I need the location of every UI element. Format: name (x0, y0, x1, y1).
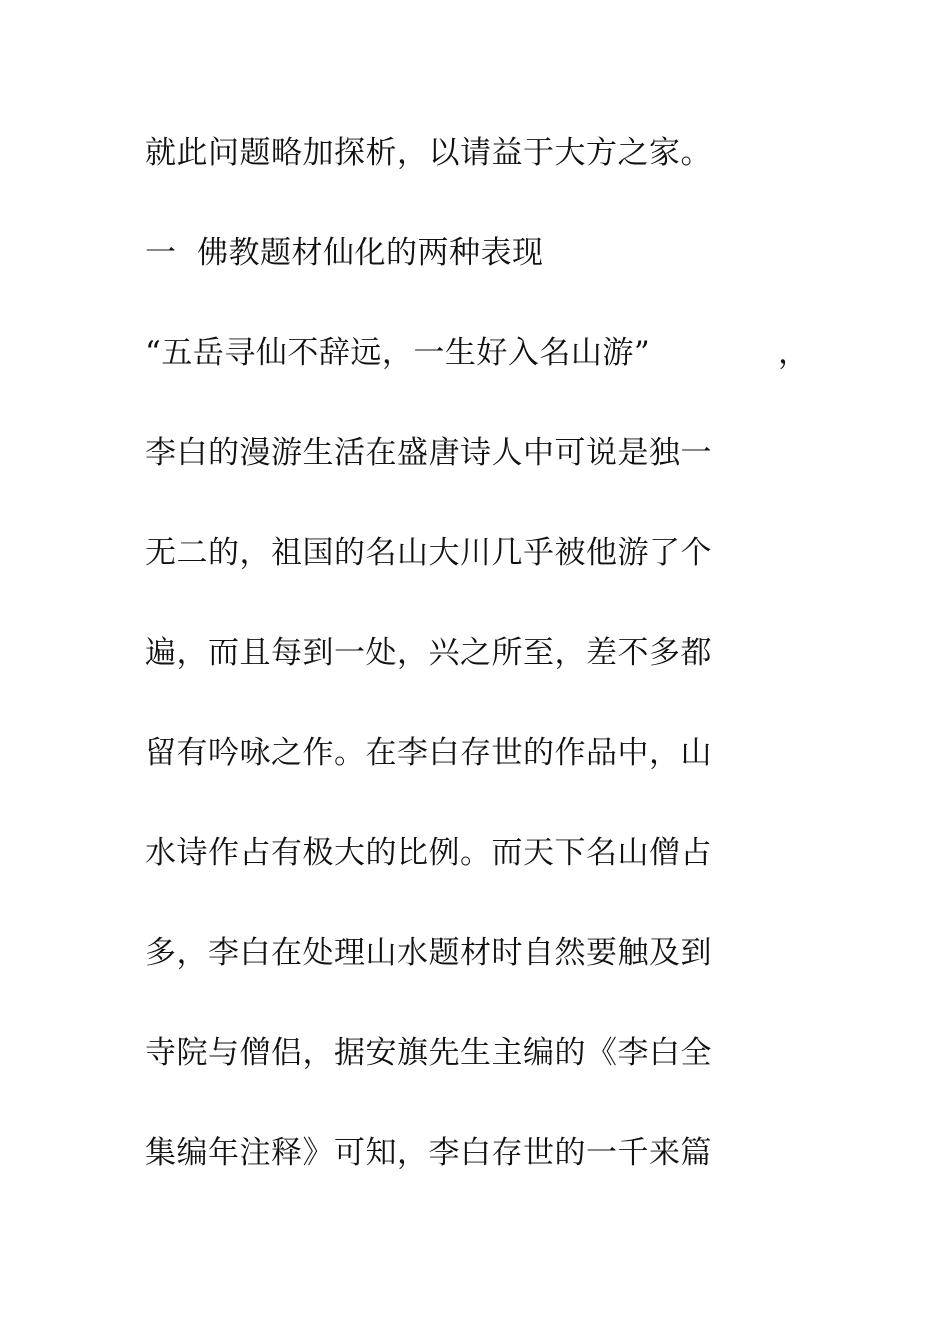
paragraph-line: 水诗作占有极大的比例。而天下名山僧占 (145, 835, 712, 871)
section-heading (145, 233, 805, 273)
paragraph-line: 集编年注释》可知，李白存世的一千来篇 (145, 1135, 712, 1171)
paragraph-line: 寺院与僧侣，据安旗先生主编的《李白全 (145, 1035, 712, 1071)
paragraph-line: 李白的漫游生活在盛唐诗人中可说是独一 (145, 435, 712, 471)
section-title: 佛教题材仙化的两种表现 (197, 235, 544, 271)
paragraph-line: 就此问题略加探析，以请益于大方之家。 (145, 135, 712, 171)
section-number: 一 (145, 235, 177, 271)
quote-line: “五岳寻仙不辞远，一生好入名山游” (145, 335, 651, 371)
quote-trailing-comma: ， (778, 335, 809, 371)
paragraph-line: 无二的，祖国的名山大川几乎被他游了个 (145, 535, 712, 571)
paragraph-line: 留有吟咏之作。在李白存世的作品中，山 (145, 735, 712, 771)
paragraph-line: 遍，而且每到一处，兴之所至，差不多都 (145, 635, 712, 671)
paragraph-line: 多，李白在处理山水题材时自然要触及到 (145, 935, 712, 971)
